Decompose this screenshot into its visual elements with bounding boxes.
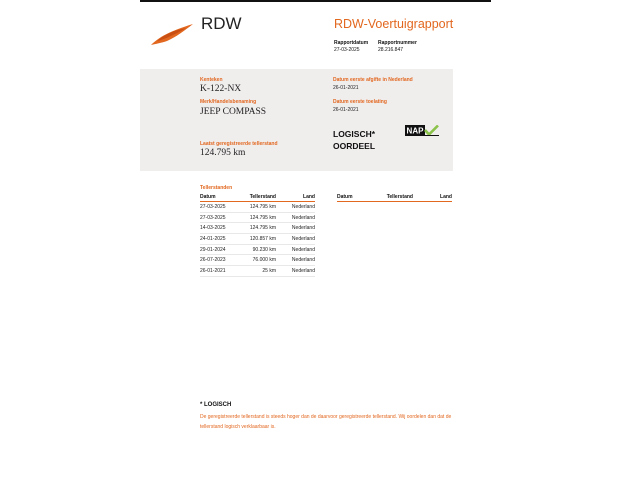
row-country: Nederland [276,212,315,223]
row-date: 29-01-2024 [200,244,246,255]
header-date: Datum [337,194,383,202]
row-reading: 124.795 km [246,202,276,213]
row-date: 14-03-2025 [200,223,246,234]
verdict [333,128,375,152]
plate-value: K-122-NX [200,84,242,94]
report-date: 27-03-2025 [334,47,360,53]
first-admission-label: Datum eerste toelating [333,99,387,105]
header-date: Datum [200,194,246,202]
brand-name: RDW [201,14,242,33]
table-row [200,212,315,223]
row-reading: 90.230 km [246,244,276,255]
table-header-row [337,194,452,202]
make-value: JEEP COMPASS [200,107,267,117]
vehicle-summary-panel [140,69,453,171]
report-date-label: Rapportdatum [334,40,369,46]
last-odometer-value: 124.795 km [200,148,246,158]
row-country: Nederland [276,266,315,277]
report-number-label: Rapportnummer [378,40,417,46]
table-header-row [200,194,315,202]
row-date: 24-01-2025 [200,234,246,245]
odometer-section-title: Tellerstanden [200,185,233,191]
row-country: Nederland [276,255,315,266]
row-reading: 120.857 km [246,234,276,245]
row-date: 26-01-2021 [200,266,246,277]
plate-label: Kenteken [200,77,223,83]
report-title: RDW-Voertuigrapport [334,17,454,31]
odometer-table-left [200,194,315,277]
row-reading: 25 km [246,266,276,277]
last-odometer-label: Laatst geregistreerde tellerstand [200,141,278,147]
header-reading: Tellerstand [246,194,276,202]
first-nl-label: Datum eerste afgifte in Nederland [333,77,413,83]
odometer-table-right [337,194,452,202]
row-reading: 124.795 km [246,223,276,234]
row-country: Nederland [276,202,315,213]
row-date: 27-03-2025 [200,202,246,213]
verdict-line-2: OORDEEL [333,141,376,151]
table-row [200,223,315,234]
report-number: 28.216.847 [378,47,404,53]
first-admission-value: 26-01-2021 [333,107,359,113]
row-country: Nederland [276,234,315,245]
table-row [200,266,315,277]
table-row [200,255,315,266]
footnote-title: * LOGISCH [200,402,232,408]
nap-check-icon [405,125,439,136]
header-reading: Tellerstand [383,194,413,202]
row-reading: 124.795 km [246,212,276,223]
row-date: 26-07-2023 [200,255,246,266]
row-country: Nederland [276,223,315,234]
header-country: Land [276,194,315,202]
table-row [200,244,315,255]
first-nl-value: 26-01-2021 [333,85,359,91]
table-row [200,234,315,245]
row-country: Nederland [276,244,315,255]
row-date: 27-03-2025 [200,212,246,223]
top-rule [140,0,491,2]
footnote-text: De geregistreerde tellerstand is steeds hoger dan de daarvoor geregistreerde tellerstand. Wij oordelen dan dat de tellerstand logisch verklaarbaar is. [200,414,452,430]
make-label: Merk/Handelsbenaming [200,99,257,105]
verdict-line-1: LOGISCH* [333,129,376,139]
table-row [200,202,315,213]
header-country: Land [413,194,452,202]
row-reading: 76.000 km [246,255,276,266]
rdw-logo-icon [150,22,194,46]
nap-logo-text: NAP [406,126,424,136]
